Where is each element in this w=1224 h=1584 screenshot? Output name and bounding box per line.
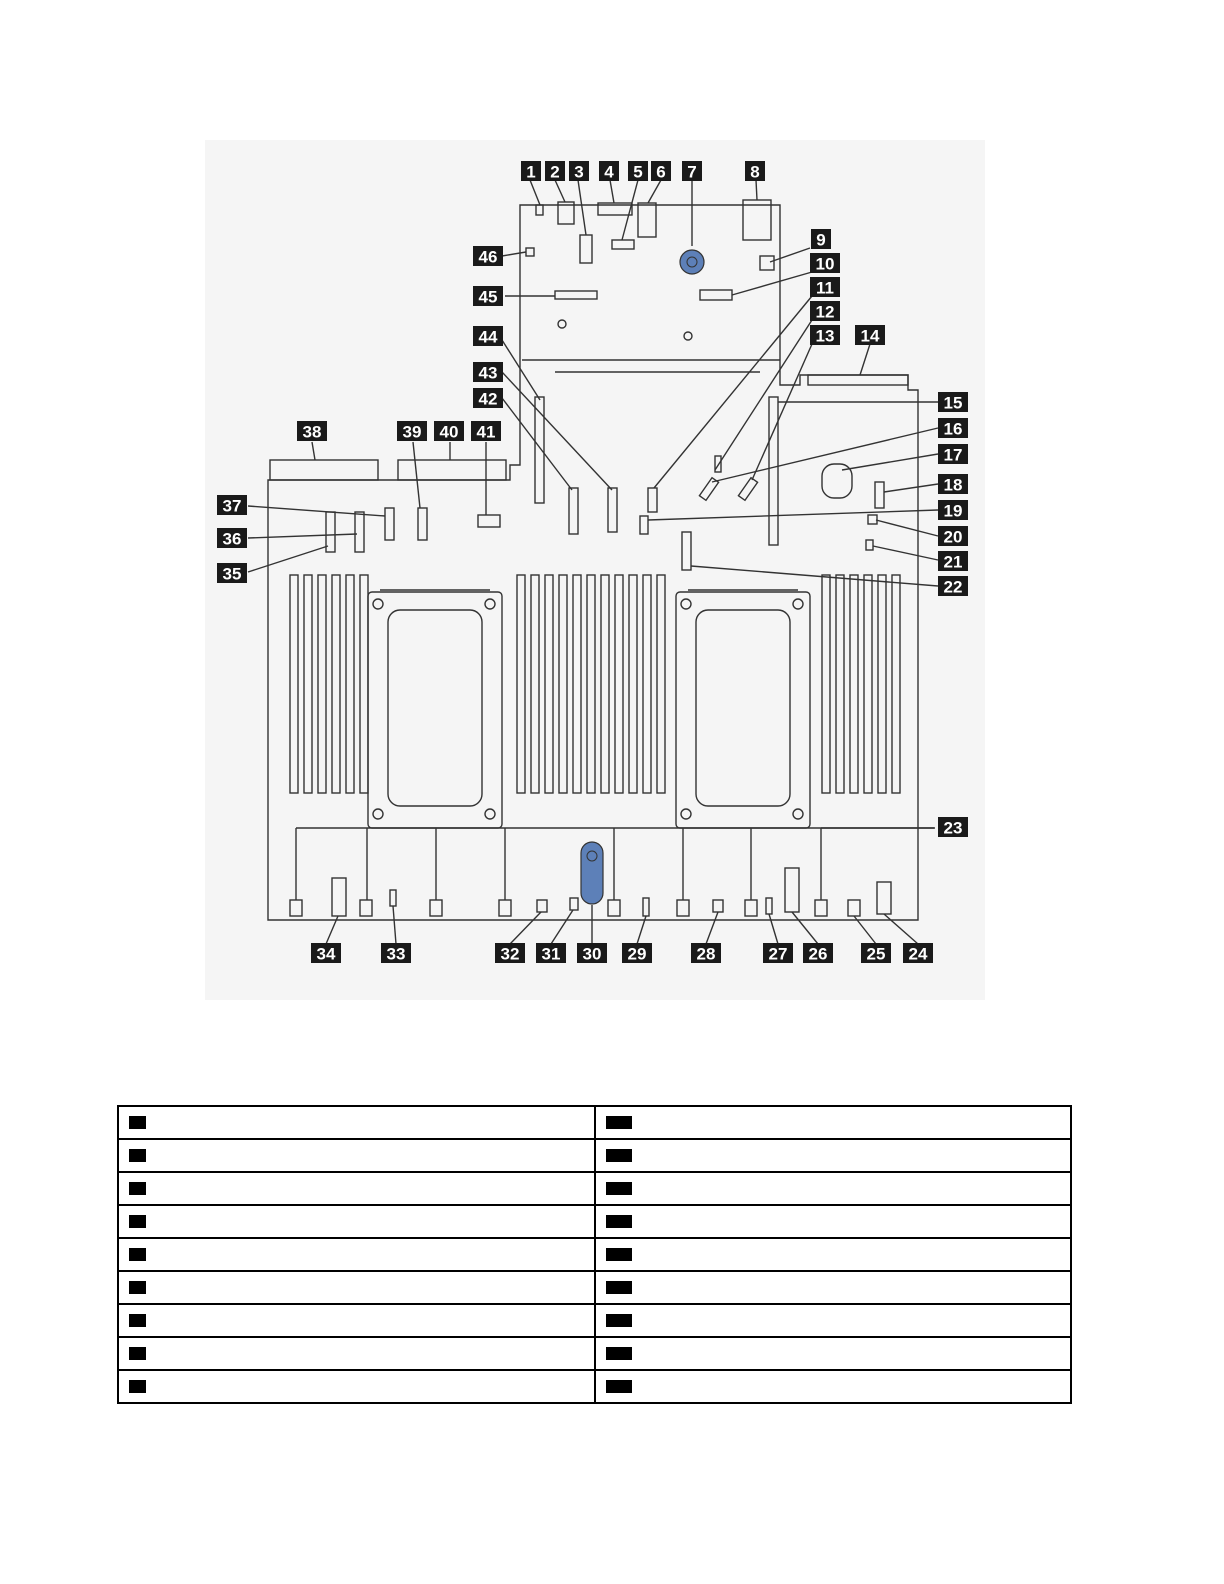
callout-42 (473, 388, 503, 409)
callout-label: 31 (541, 944, 561, 964)
callout-label: 10 (815, 254, 835, 274)
callout-chip (129, 1149, 146, 1162)
legend-cell-right (595, 1271, 1072, 1304)
callout-label: 38 (302, 422, 322, 442)
callout-label: 3 (574, 162, 584, 182)
callout-label: 8 (750, 162, 760, 182)
callout-17 (938, 444, 968, 465)
callout-9 (811, 229, 831, 250)
callout-29 (622, 943, 652, 964)
legend-cell-left (118, 1205, 595, 1238)
legend-cell-left (118, 1106, 595, 1139)
callout-41 (471, 421, 501, 442)
callout-label: 23 (943, 818, 963, 838)
callout-8 (745, 161, 765, 182)
callout-15 (938, 392, 968, 413)
callout-32 (495, 943, 525, 964)
callout-14 (855, 325, 885, 346)
callout-16 (938, 418, 968, 439)
callout-chip (606, 1347, 632, 1360)
legend-cell-right (595, 1106, 1072, 1139)
callout-label: 18 (943, 475, 963, 495)
callout-26 (803, 943, 833, 964)
callout-28 (691, 943, 721, 964)
callout-25 (861, 943, 891, 964)
callout-chip (129, 1347, 146, 1360)
callout-label: 40 (439, 422, 459, 442)
callout-label: 42 (478, 389, 498, 409)
callout-label: 17 (943, 445, 963, 465)
legend-cell-right (595, 1205, 1072, 1238)
dimm-group-right (822, 575, 900, 793)
callout-chip (129, 1248, 146, 1261)
callout-label: 16 (943, 419, 963, 439)
callout-label: 25 (866, 944, 886, 964)
callout-label: 21 (943, 552, 963, 572)
legend-cell-right (595, 1304, 1072, 1337)
callout-label: 46 (478, 247, 498, 267)
legend-row (118, 1337, 1071, 1370)
legend-cell-right (595, 1139, 1072, 1172)
callout-39 (397, 421, 427, 442)
callout-label: 12 (815, 302, 835, 322)
callout-label: 24 (908, 944, 928, 964)
callout-35 (217, 563, 247, 584)
callout-10 (810, 253, 840, 274)
callout-label: 37 (222, 496, 242, 516)
legend-table (117, 1105, 1072, 1404)
callout-45 (473, 286, 503, 307)
callout-chip (129, 1116, 146, 1129)
callout-label: 4 (604, 162, 614, 182)
callout-label: 20 (943, 527, 963, 547)
legend-cell-left (118, 1172, 595, 1205)
legend-cell-right (595, 1238, 1072, 1271)
callout-chip (129, 1215, 146, 1228)
callout-40 (434, 421, 464, 442)
callout-43 (473, 362, 503, 383)
callout-7 (682, 161, 702, 182)
legend-row (118, 1172, 1071, 1205)
callout-12 (810, 301, 840, 322)
callout-38 (297, 421, 327, 442)
legend-row (118, 1139, 1071, 1172)
callout-label: 26 (808, 944, 828, 964)
processor-socket-1 (368, 590, 502, 828)
legend-cell-right (595, 1370, 1072, 1403)
callout-label: 13 (815, 326, 835, 346)
callout-chip (606, 1281, 632, 1294)
callout-label: 39 (402, 422, 422, 442)
callout-label: 11 (816, 278, 834, 298)
dimm-group-left (290, 575, 368, 793)
callout-chip (606, 1314, 632, 1327)
callout-chip (129, 1182, 146, 1195)
processor-socket-2 (676, 590, 810, 828)
callout-label: 44 (478, 327, 498, 347)
callout-chip (606, 1149, 632, 1162)
callout-label: 36 (222, 529, 242, 549)
callout-1 (521, 161, 541, 182)
callout-chip (129, 1314, 146, 1327)
callout-label: 14 (860, 326, 880, 346)
callout-chip (606, 1116, 632, 1129)
callout-label: 35 (222, 564, 242, 584)
callout-label: 15 (943, 393, 963, 413)
callout-4 (599, 161, 619, 182)
callout-label: 29 (627, 944, 647, 964)
callout-label: 5 (633, 162, 643, 182)
callout-44 (473, 326, 503, 347)
callout-chip (606, 1248, 632, 1261)
callout-20 (938, 526, 968, 547)
legend-row (118, 1271, 1071, 1304)
legend-cell-left (118, 1238, 595, 1271)
callout-18 (938, 474, 968, 495)
callout-34 (311, 943, 341, 964)
legend-cell-right (595, 1172, 1072, 1205)
legend-cell-right (595, 1337, 1072, 1370)
dimm-group-center (517, 575, 665, 793)
callout-21 (938, 551, 968, 572)
cmos-battery-shape (680, 250, 704, 274)
legend-cell-left (118, 1370, 595, 1403)
legend-cell-left (118, 1337, 595, 1370)
callout-label: 28 (696, 944, 716, 964)
callout-23 (938, 817, 968, 838)
callout-46 (473, 246, 503, 267)
callout-label: 9 (816, 230, 826, 250)
callout-31 (536, 943, 566, 964)
legend-row (118, 1304, 1071, 1337)
callout-chip (129, 1281, 146, 1294)
callout-label: 7 (687, 162, 697, 182)
callout-3 (569, 161, 589, 182)
callout-11 (810, 277, 840, 298)
legend-row (118, 1205, 1071, 1238)
callout-2 (545, 161, 565, 182)
callout-label: 33 (386, 944, 406, 964)
callout-24 (903, 943, 933, 964)
callout-chip (606, 1380, 632, 1393)
callout-label: 34 (316, 944, 336, 964)
callout-37 (217, 495, 247, 516)
callout-13 (810, 325, 840, 346)
callout-6 (651, 161, 671, 182)
callout-19 (938, 500, 968, 521)
callout-chip (129, 1380, 146, 1393)
legend-row (118, 1370, 1071, 1403)
callout-22 (938, 576, 968, 597)
callout-label: 30 (582, 944, 602, 964)
callout-label: 41 (476, 422, 496, 442)
callout-chip (606, 1215, 632, 1228)
callout-label: 22 (943, 577, 963, 597)
callout-30 (577, 943, 607, 964)
callout-33 (381, 943, 411, 964)
legend-row (118, 1106, 1071, 1139)
callout-label: 27 (768, 944, 788, 964)
callout-label: 1 (526, 162, 536, 182)
callout-27 (763, 943, 793, 964)
legend-row (118, 1238, 1071, 1271)
callout-label: 45 (478, 287, 498, 307)
legend-cell-left (118, 1271, 595, 1304)
callout-chip (606, 1182, 632, 1195)
callout-label: 43 (478, 363, 498, 383)
callout-label: 19 (943, 501, 963, 521)
callout-36 (217, 528, 247, 549)
legend-cell-left (118, 1304, 595, 1337)
callout-label: 32 (500, 944, 520, 964)
callout-label: 2 (550, 162, 560, 182)
callout-5 (628, 161, 648, 182)
callout-label: 6 (656, 162, 666, 182)
legend-cell-left (118, 1139, 595, 1172)
